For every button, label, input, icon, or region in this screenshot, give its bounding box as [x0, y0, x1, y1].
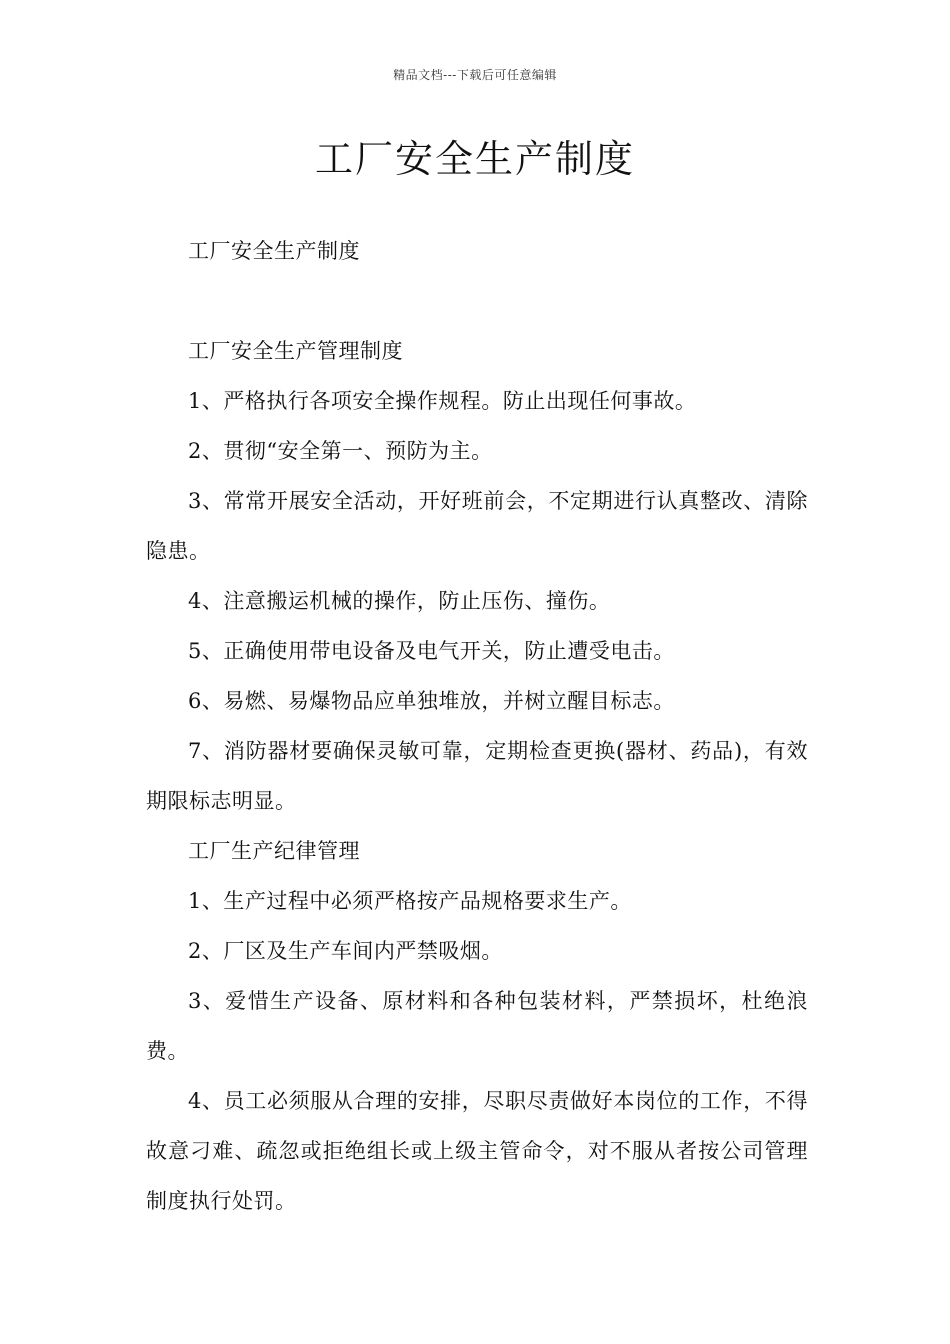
rule-item: 2、贯彻“安全第一、预防为主。	[188, 439, 493, 463]
rule-item: 3、常常开展安全活动，开好班前会，不定期进行认真整改、清除隐患。	[146, 489, 808, 563]
section-heading: 工厂安全生产管理制度	[188, 339, 403, 363]
rule-item: 1、严格执行各项安全操作规程。防止出现任何事故。	[188, 389, 697, 413]
rule-item: 3、爱惜生产设备、原材料和各种包装材料，严禁损坏，杜绝浪费。	[146, 989, 808, 1063]
rule-item: 4、员工必须服从合理的安排，尽职尽责做好本岗位的工作，不得故意刁难、疏忽或拒绝组长或上级主管命令，对不服从者按公司管理制度执行处罚。	[146, 1089, 808, 1213]
document-body	[146, 226, 808, 1226]
section-heading: 工厂生产纪律管理	[188, 839, 360, 863]
header-note: 精品文档---下载后可任意编辑	[393, 68, 557, 82]
rule-item: 4、注意搬运机械的操作，防止压伤、撞伤。	[188, 589, 611, 613]
blank-line	[146, 276, 808, 326]
rule-item: 5、正确使用带电设备及电气开关，防止遭受电击。	[188, 639, 675, 663]
document-title: 工厂安全生产制度	[314, 137, 635, 181]
rule-item: 7、消防器材要确保灵敏可靠，定期检查更换(器材、药品)，有效期限标志明显。	[146, 739, 808, 813]
rule-item: 1、生产过程中必须严格按产品规格要求生产。	[188, 889, 632, 913]
rule-item: 6、易燃、易爆物品应单独堆放，并树立醒目标志。	[188, 689, 675, 713]
rule-item: 2、厂区及生产车间内严禁吸烟。	[188, 939, 503, 963]
section-heading: 工厂安全生产制度	[188, 239, 360, 263]
